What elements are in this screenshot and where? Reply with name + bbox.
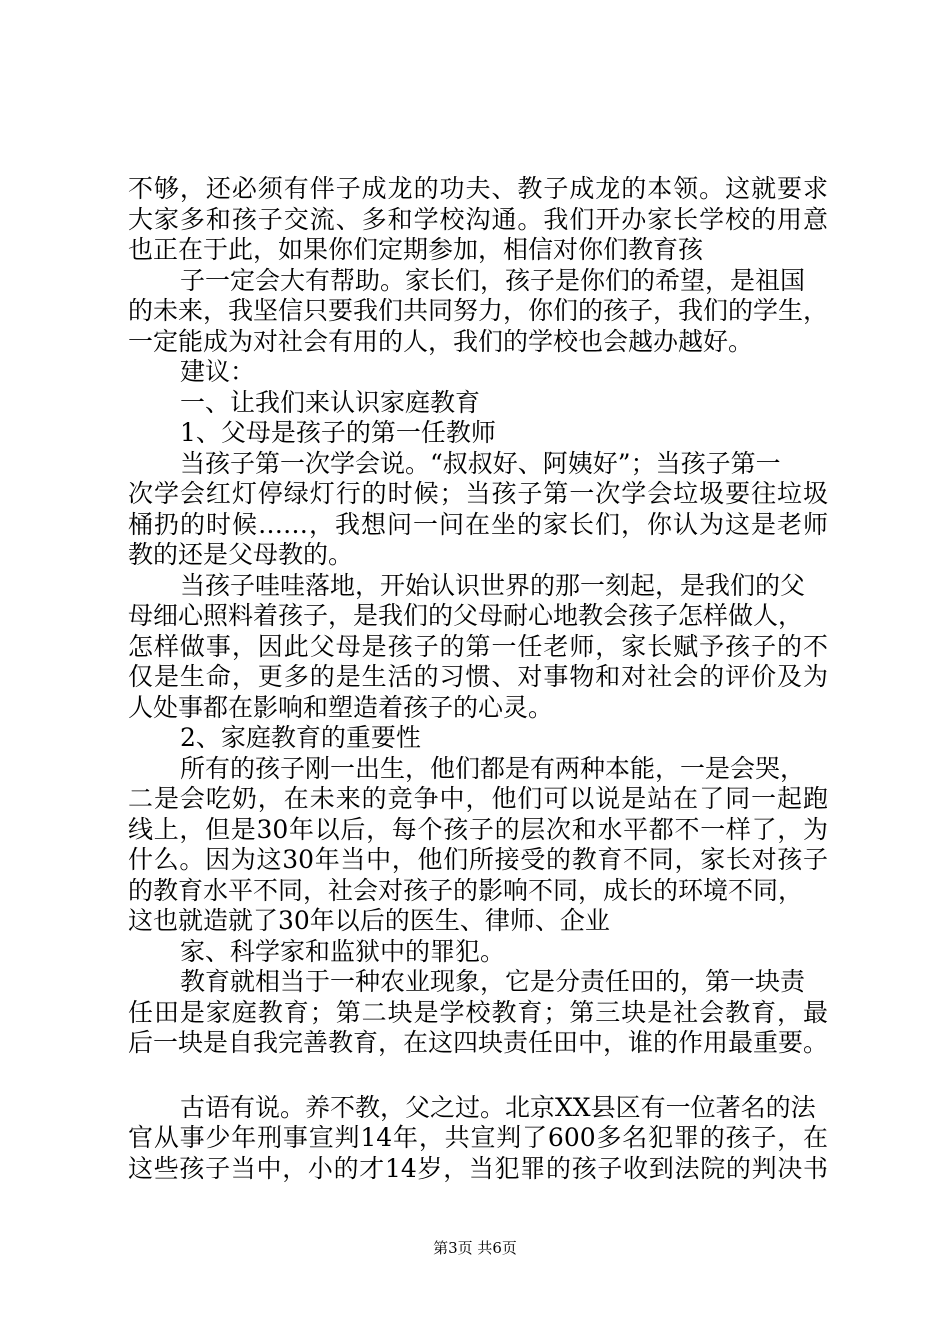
- subsection-heading: 1、父母是孩子的第一任教师: [180, 418, 496, 447]
- text-line: 教育就相当于一种农业现象，它是分责任田的，第一块责: [180, 967, 806, 996]
- text-line: 家、科学家和监狱中的罪犯。: [180, 936, 506, 966]
- text-line: 一定能成为对社会有用的人，我们的学校也会越办越好。: [128, 326, 754, 356]
- text-line: 这些孩子当中，小的才14岁，当犯罪的孩子收到法院的判决书: [128, 1153, 828, 1183]
- text-line: 当孩子哇哇落地，开始认识世界的那一刻起，是我们的父: [180, 570, 806, 600]
- text-line: 官从事少年刑事宣判14年，共宣判了600多名犯罪的孩子，在: [128, 1123, 828, 1152]
- text-line: 任田是家庭教育；第二块是学校教育；第三块是社会教育，最: [128, 997, 828, 1027]
- text-line: 所有的孩子刚一出生，他们都是有两种本能，一是会哭，: [180, 753, 806, 783]
- text-line: 教的还是父母教的。: [128, 540, 354, 569]
- text-line: 的教育水平不同，社会对孩子的影响不同，成长的环境不同，: [128, 875, 804, 905]
- text-line: 母细心照料着孩子，是我们的父母耐心地教会孩子怎样做人，: [128, 601, 804, 630]
- text-line: 线上，但是30年以后，每个孩子的层次和水平都不一样了，为: [128, 814, 828, 844]
- text-line: 古语有说。养不教，父之过。北京XX县区有一位著名的法: [180, 1092, 816, 1122]
- text-line: 子一定会大有帮助。家长们，孩子是你们的希望，是祖国: [180, 265, 806, 295]
- text-line: 次学会红灯停绿灯行的时候；当孩子第一次学会垃圾要往垃圾: [128, 479, 828, 508]
- body-text: [128, 174, 828, 1184]
- text-line: 后一块是自我完善教育，在这四块责任田中，谁的作用最重要。: [128, 1028, 829, 1057]
- text-line: 人处事都在影响和塑造着孩子的心灵。: [128, 692, 554, 722]
- text-line: 的未来，我坚信只要我们共同努力，你们的孩子，我们的学生，: [128, 296, 829, 325]
- text-line: 当孩子第一次学会说。“叔叔好、阿姨好”；当孩子第一: [180, 448, 781, 478]
- text-line: 桶扔的时候……，我想问一问在坐的家长们，你认为这是老师: [128, 509, 828, 539]
- text-line: 什么。因为这30年当中，他们所接受的教育不同，家长对孩子: [128, 845, 828, 874]
- text-line: 怎样做事，因此父母是孩子的第一任老师，家长赋予孩子的不: [128, 631, 828, 661]
- paragraph-gap: [128, 1059, 828, 1093]
- suggestion-heading: 建议：: [180, 357, 256, 386]
- page-number-footer: 第3页 共6页: [433, 1239, 517, 1257]
- text-line: 大家多和孩子交流、多和学校沟通。我们开办家长学校的用意: [128, 204, 828, 234]
- text-line: 二是会吃奶，在未来的竞争中，他们可以说是站在了同一起跑: [128, 784, 828, 813]
- text-line: 仅是生命，更多的是生活的习惯、对事物和对社会的评价及为: [128, 662, 828, 691]
- text-line: 也正在于此，如果你们定期参加，相信对你们教育孩: [128, 235, 704, 264]
- section-heading: 一、让我们来认识家庭教育: [180, 387, 481, 417]
- text-line: 不够，还必须有伴子成龙的功夫、教子成龙的本领。这就要求: [128, 174, 828, 203]
- subsection-heading: 2、家庭教育的重要性: [180, 723, 421, 752]
- text-line: 这也就造就了30年以后的医生、律师、企业: [128, 906, 610, 935]
